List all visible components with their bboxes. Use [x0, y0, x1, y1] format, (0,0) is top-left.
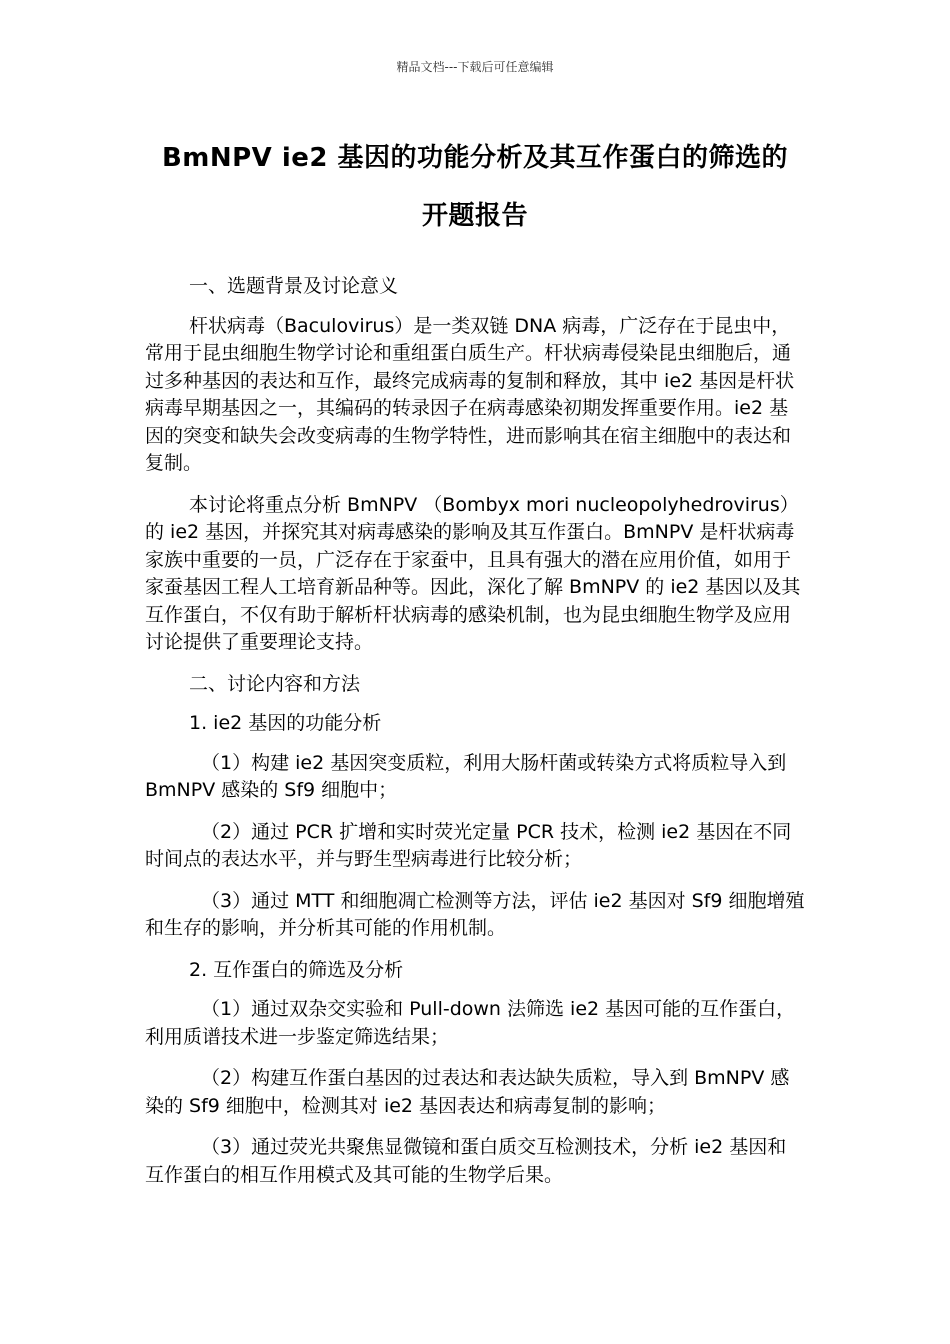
section-1-paragraph-2: 本讨论将重点分析 BmNPV （Bombyx mori nucleopolyhedrovirus）的 ie2 基因，并探究其对病毒感染的影响及其互作蛋白。BmNPV 是杆状病毒家族中重要的一员，广泛存在于家蚕中，且具有强大的潜在应用价值，如用于家蚕基因工程人工培育新品种等。因此，深化了解 BmNPV 的 ie2 基因以及其互作蛋白，不仅有助于解析杆状病毒的感染机制，也为昆虫细胞生物学及应用讨论提供了重要理论支持。	[145, 493, 801, 653]
subsection-1-heading: 1. ie2 基因的功能分析	[189, 712, 382, 734]
subsection-1-item-3: （3）通过 MTT 和细胞凋亡检测等方法，评估 ie2 基因对 Sf9 细胞增殖和生存的影响，并分析其可能的作用机制。	[145, 889, 805, 939]
document-title-line1: BmNPV ie2 基因的功能分析及其互作蛋白的筛选的	[161, 143, 789, 173]
section-1-paragraph-1: 杆状病毒（Baculovirus）是一类双链 DNA 病毒，广泛存在于昆虫中，常用于昆虫细胞生物学讨论和重组蛋白质生产。杆状病毒侵染昆虫细胞后，通过多种基因的表达和互作，最终完成病毒的复制和释放，其中 ie2 基因是杆状病毒早期基因之一，其编码的转录因子在病毒感染初期发挥重要作用。ie2 基因的突变和缺失会改变病毒的生物学特性，进而影响其在宿主细胞中的表达和复制。	[145, 314, 795, 474]
header-note: 精品文档---下载后可任意编辑	[396, 60, 554, 74]
section-1-heading: 一、选题背景及讨论意义	[189, 275, 399, 297]
subsection-2-item-1: （1）通过双杂交实验和 Pull-down 法筛选 ie2 基因可能的互作蛋白，利用质谱技术进一步鉴定筛选结果；	[145, 998, 796, 1048]
document-title-line2: 开题报告	[421, 201, 528, 231]
subsection-1-item-1: （1）构建 ie2 基因突变质粒，利用大肠杆菌或转染方式将质粒导入到 BmNPV 感染的 Sf9 细胞中；	[145, 751, 787, 801]
subsection-2-heading: 2. 互作蛋白的筛选及分析	[189, 958, 404, 981]
document-body	[145, 273, 805, 1203]
subsection-2-item-2: （2）构建互作蛋白基因的过表达和表达缺失质粒，导入到 BmNPV 感染的 Sf9 细胞中，检测其对 ie2 基因表达和病毒复制的影响；	[145, 1067, 790, 1117]
section-2-heading: 二、讨论内容和方法	[189, 672, 361, 695]
subsection-1-item-2: （2）通过 PCR 扩增和实时荧光定量 PCR 技术，检测 ie2 基因在不同时间点的表达水平，并与野生型病毒进行比较分析；	[145, 820, 792, 870]
subsection-2-item-3: （3）通过荧光共聚焦显微镜和蛋白质交互检测技术，分析 ie2 基因和互作蛋白的相互作用模式及其可能的生物学后果。	[145, 1136, 787, 1186]
